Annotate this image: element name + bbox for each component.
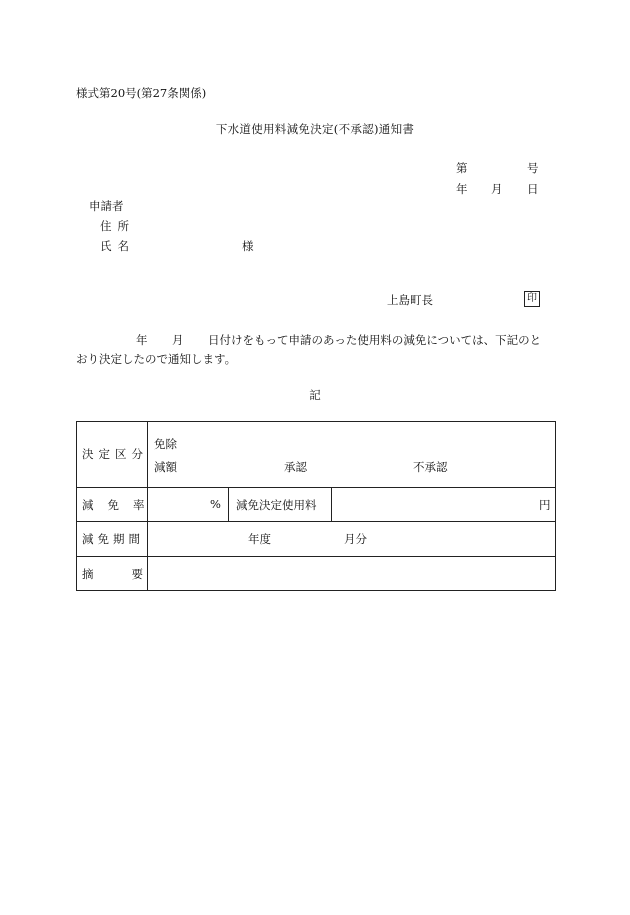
table-row-divider [76,556,556,557]
date-year-label: 年 [456,182,468,196]
applicant-label: 申請者 [89,199,124,213]
name-label: 氏名 [100,239,135,253]
option-reduction: 減額 [154,460,177,474]
option-exemption: 免除 [154,437,177,451]
address-label: 住所 [100,219,135,233]
rate-label: 減免率 [82,498,159,512]
remarks-label: 摘要 [82,567,181,581]
percent-unit: % [210,497,221,511]
table-border-right [555,421,556,591]
table-row-divider [76,521,556,522]
table-border-top [76,421,556,422]
option-approved: 承認 [284,460,307,474]
document-title: 下水道使用料減免決定(不承認)通知書 [215,122,415,136]
table-border-bottom [76,590,556,591]
body-month-label: 月 [172,333,184,347]
table-cell-divider [228,487,229,522]
option-not-approved: 不承認 [413,460,448,474]
period-year-unit: 年度 [248,532,271,546]
table-row-divider [76,487,556,488]
decision-label: 決定区分 [82,447,148,461]
body-line-2: おり決定したので通知します。 [76,352,237,366]
number-suffix: 号 [527,161,539,175]
yen-unit: 円 [539,498,551,512]
rate-label-box [82,497,159,513]
form-number: 様式第20号(第27条関係) [76,86,207,100]
seal-mark: 印 [524,291,540,307]
table-border-left [76,421,77,591]
fee-label: 減免決定使用料 [236,498,317,512]
ki-heading: 記 [309,388,321,402]
body-year-label: 年 [136,333,148,347]
period-month-unit: 月分 [344,532,367,546]
table-cell-divider [331,487,332,522]
honorific: 様 [242,239,254,253]
number-prefix: 第 [456,161,468,175]
body-line-1: 日付けをもって申請のあった使用料の減免については、下記のと [208,333,542,347]
date-month-label: 月 [491,182,503,196]
issuer-title: 上島町長 [387,293,433,307]
date-day-label: 日 [527,182,539,196]
period-label: 減免期間 [82,532,144,546]
